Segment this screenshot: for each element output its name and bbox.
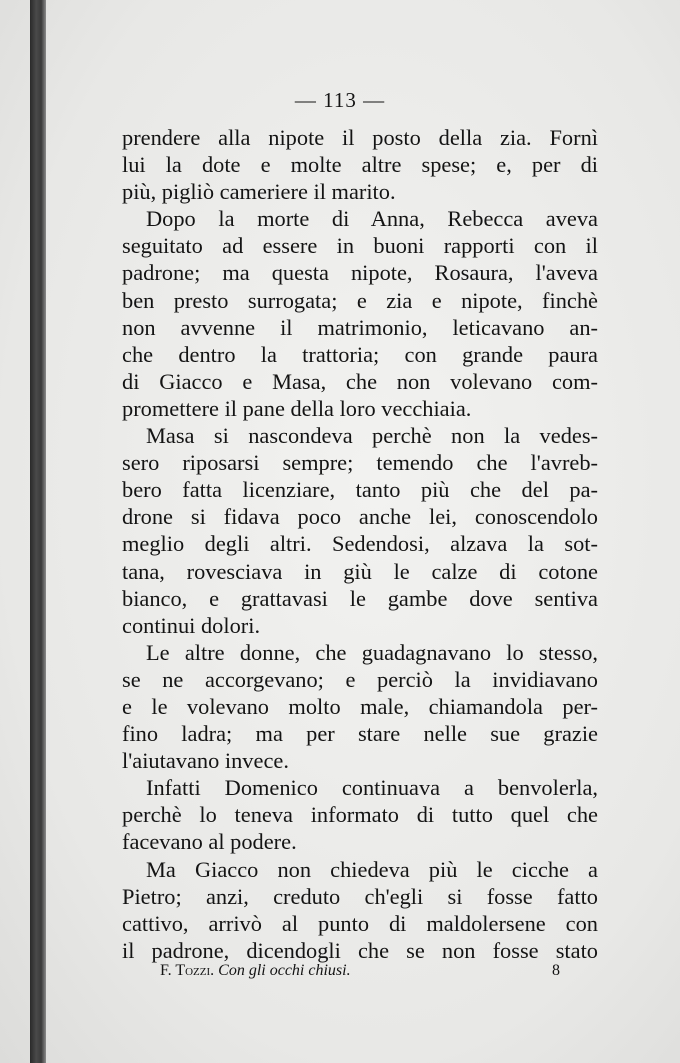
text-line: continui dolori. — [122, 612, 261, 638]
text-line: facevano al podere. — [122, 829, 297, 855]
text-line: sero riposarsi sempre; temendo che l'avreb- — [122, 450, 598, 476]
text-line: l'aiutavano invece. — [122, 748, 289, 774]
text-line: cattivo, arrivò al punto di maldolersene con — [122, 910, 598, 936]
body-text — [122, 124, 598, 964]
text-line: drone si fidava poco anche lei, conoscendolo — [122, 504, 598, 530]
text-line: bianco, e grattavasi le gambe dove sentiva — [122, 585, 598, 611]
signature-author: F. Tozzi. — [160, 962, 215, 979]
text-line: promettere il pane della loro vecchiaia. — [122, 395, 472, 421]
text-line: lui la dote e molte altre spese; e, per di — [122, 152, 598, 178]
text-line: il padrone, dicendogli che se non fosse stato — [122, 937, 598, 963]
text-line: fino ladra; ma per stare nelle sue grazie — [122, 721, 598, 747]
text-line: Pietro; anzi, creduto ch'egli si fosse fatto — [122, 883, 598, 909]
text-line: bero fatta licenziare, tanto più che del pa- — [122, 477, 598, 503]
text-line: che dentro la trattoria; con grande paura — [122, 341, 598, 367]
text-line: prendere alla nipote il posto della zia. Fornì — [122, 125, 598, 150]
text-line: se ne accorgevano; e perciò la invidiavano — [122, 666, 598, 692]
text-line: Ma Giacco non chiedeva più le cicche a — [146, 856, 598, 882]
text-line: perchè lo teneva informato di tutto quel che — [122, 802, 598, 828]
book-binding-edge — [30, 0, 46, 1063]
page-number: — 113 — — [294, 88, 386, 112]
text-line: non avvenne il matrimonio, leticavano an- — [122, 314, 598, 340]
signature-title: Con gli occhi chiusi. — [218, 962, 351, 979]
text-line: ben presto surrogata; e zia e nipote, finchè — [122, 287, 598, 313]
text-line: Infatti Domenico continuava a benvolerla, — [146, 775, 598, 801]
text-line: Dopo la morte di Anna, Rebecca aveva — [146, 206, 598, 232]
text-line: tana, rovesciava in giù le calze di cotone — [122, 558, 598, 584]
signature-number: 8 — [552, 962, 560, 979]
text-line: Masa si nascondeva perchè non la vedes- — [146, 423, 598, 449]
text-line: meglio degli altri. Sedendosi, alzava la sot- — [122, 531, 598, 557]
text-line: più, pigliò cameriere il marito. — [122, 179, 396, 205]
printer-signature — [160, 962, 570, 980]
text-line: padrone; ma questa nipote, Rosaura, l'aveva — [122, 260, 598, 286]
text-line: Le altre donne, che guadagnavano lo stesso, — [146, 639, 598, 665]
text-line: di Giacco e Masa, che non volevano com- — [122, 368, 598, 394]
text-line: e le volevano molto male, chiamandola per- — [122, 693, 598, 719]
text-line: seguitato ad essere in buoni rapporti con il — [122, 233, 598, 259]
